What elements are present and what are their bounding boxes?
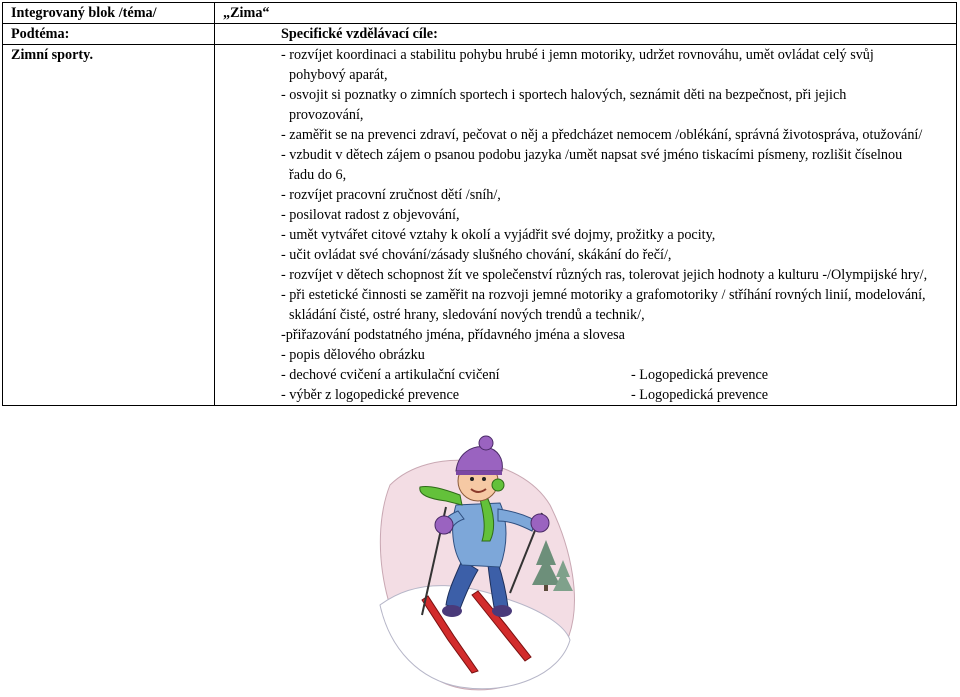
list-item: - umět vytvářet citové vztahy k okolí a vyjádřit své dojmy, prožitky a pocity, <box>281 227 716 243</box>
activity-right: - Logopedická prevence <box>631 387 769 403</box>
list-item: - posilovat radost z objevování, <box>281 207 460 223</box>
plan-table <box>2 2 957 406</box>
list-item: - zaměřit se na prevenci zdraví, pečovat o něj a předcházet nemocem /oblékání, správná životospráva, otužování/ <box>281 127 923 143</box>
boot <box>442 605 462 617</box>
list-item: - rozvíjet v dětech schopnost žít ve společenství různých ras, tolerovat jejich hodnoty a kulturu -/Olympijské hry/, <box>281 267 928 283</box>
mitten <box>531 514 549 532</box>
list-item <box>281 365 956 385</box>
list-item: provozování, <box>289 107 364 123</box>
list-item: - popis dělového obrázku <box>281 347 425 363</box>
mitten <box>435 516 453 534</box>
activity-left: - výběr z logopedické prevence <box>281 387 460 403</box>
table-row <box>3 3 957 24</box>
earmuff <box>492 479 504 491</box>
list-item: - při estetické činnosti se zaměřit na rozvoji jemné motoriky a grafomotoriky / stříhání rovných linií, modelování, <box>281 287 926 303</box>
list-item: - rozvíjet koordinaci a stabilitu pohybu hrubé i jemn motoriky, udržet rovnováhu, umět ovládat celý svůj <box>281 47 874 63</box>
activity-left: - dechové cvičení a artikulační cvičení <box>281 367 500 383</box>
list-item: pohybový aparát, <box>289 67 388 83</box>
table-row <box>3 24 957 45</box>
list-item: -přiřazování podstatného jména, přídavného jména a slovesa <box>281 327 625 343</box>
table-row <box>3 45 957 406</box>
skier-illustration <box>360 425 580 697</box>
objectives-heading: Specifické vzdělávací cíle: <box>215 24 957 45</box>
boot <box>492 605 512 617</box>
subtopic-value: Zimní sporty. <box>3 45 215 406</box>
list-item: skládání čisté, ostré hrany, sledování nových trendů a technik/, <box>289 307 645 323</box>
list-item: - vzbudit v dětech zájem o psanou podobu jazyka /umět napsat své jméno tiskacími písmeny, rozlišit číselnou <box>281 147 903 163</box>
list-item: - učit ovládat své chování/zásady slušného chování, skákání do řečí/, <box>281 247 672 263</box>
list-item <box>281 385 956 405</box>
list-item: - osvojit si poznatky o zimních sportech i sportech halových, seznámit děti na bezpečnost, při jejich <box>281 87 847 103</box>
hat-pompom <box>479 436 493 450</box>
objectives-list <box>215 45 957 406</box>
list-item: - rozvíjet pracovní zručnost dětí /sníh/, <box>281 187 501 203</box>
winter-hat <box>456 447 502 471</box>
subtopic-label: Podtéma: <box>3 24 215 45</box>
list-item: řadu do 6, <box>289 167 347 183</box>
activity-right: - Logopedická prevence <box>631 367 769 383</box>
theme-title: „Zima“ <box>223 5 270 21</box>
theme-label: Integrovaný blok /téma/ <box>3 3 215 24</box>
theme-value <box>215 3 957 24</box>
